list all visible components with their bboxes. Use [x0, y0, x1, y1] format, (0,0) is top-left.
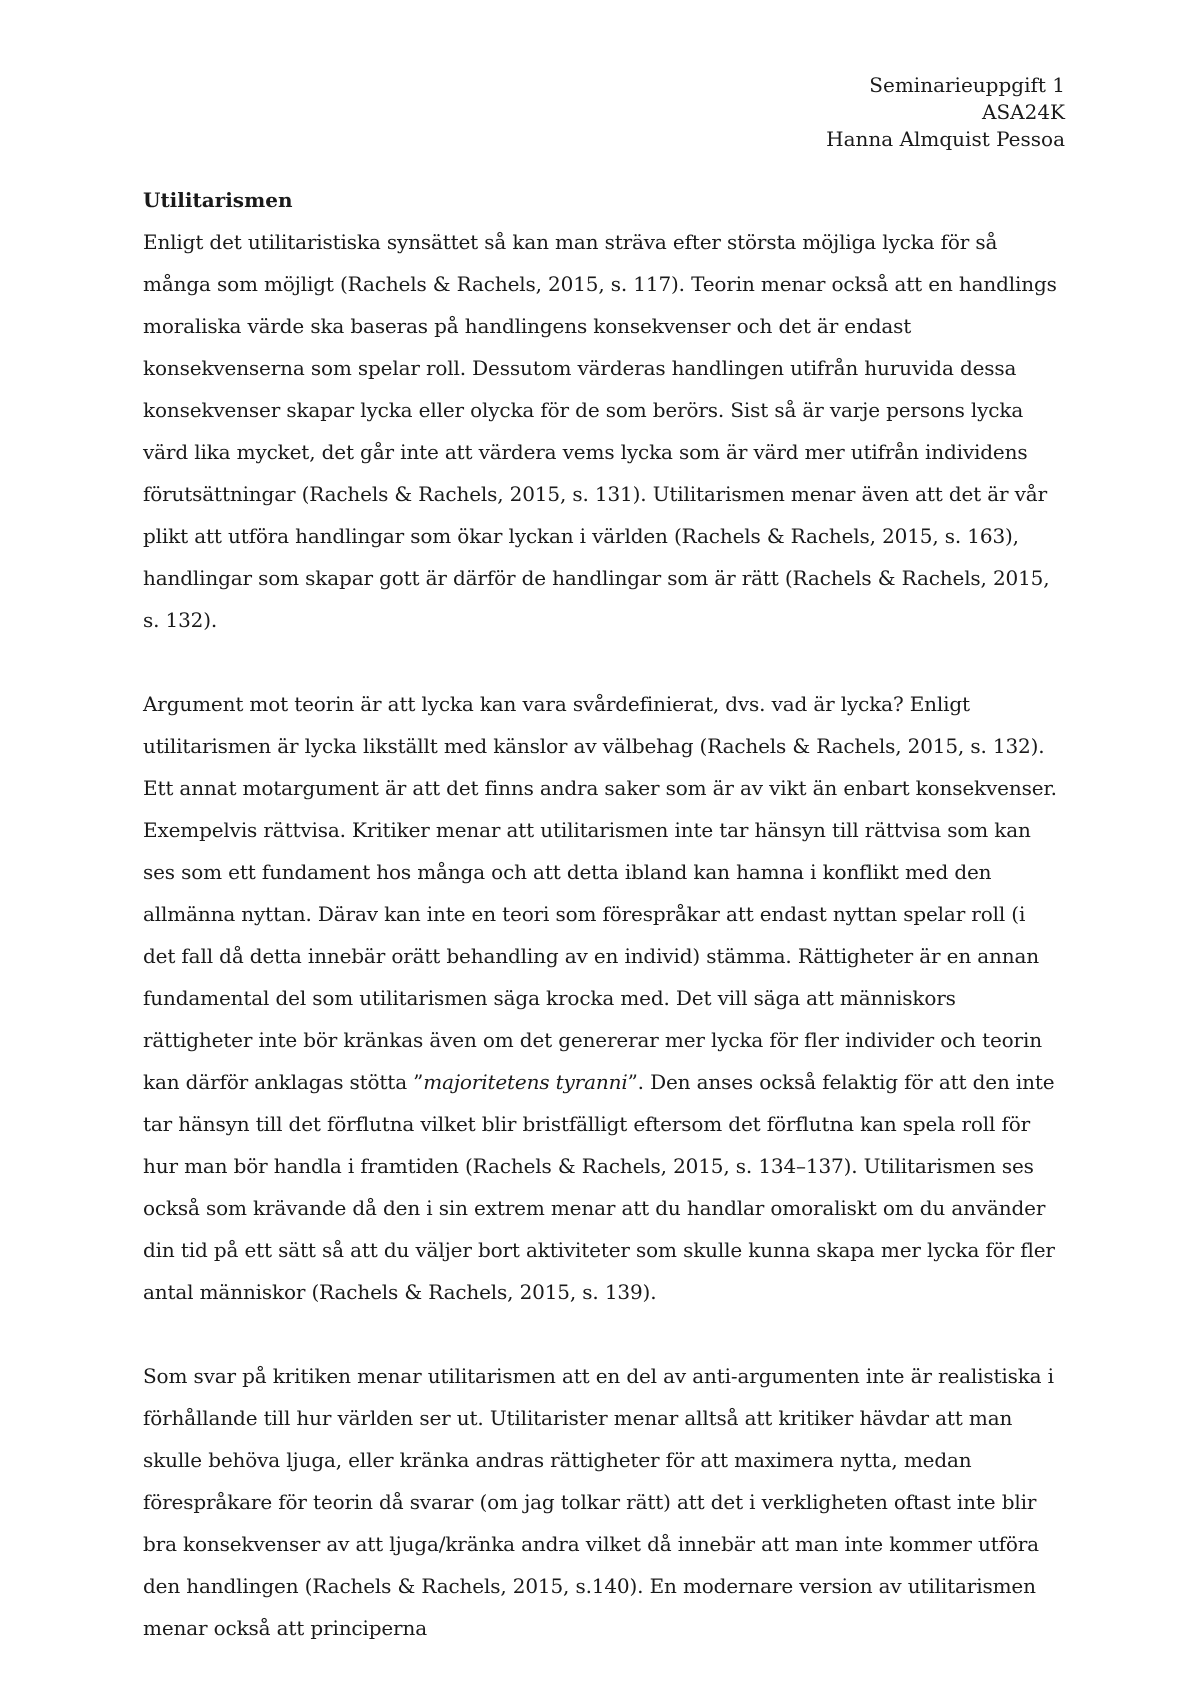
paragraph-3: Som svar på kritiken menar utilitarismen att en del av anti-argumenten inte är realistiska i förhållande till hur världen ser ut. Utilitarister menar alltså att kritiker hävdar att man skulle behöva ljuga, eller kränka andras rättigheter för att maximera nytta, medan förespråkare för teorin då svarar (om jag tolkar rätt) att det i verkligheten oftast inte blir bra konsekvenser av att ljuga/kränka andra vilket då innebär att man inte kommer utföra den handlingen (Rachels & Rachels, 2015, s.140). En modernare version av utilitarismen menar också att principerna	[143, 1364, 1054, 1640]
paragraph-2	[143, 683, 1058, 1313]
quote-open: ”	[413, 1070, 424, 1094]
paragraph-2-text-a: Argument mot teorin är att lycka kan vara svårdefinierat, dvs. vad är lycka? Enligt utilitarismen är lycka likställt med känslor av välbehag (Rachels & Rachels, 2015, s. 132). Ett annat motargument är att det finns andra saker som är av vikt än enbart konsekvenser. Exempelvis rättvisa. Kritiker menar att utilitarismen inte tar hänsyn till rättvisa som kan ses som ett fundament hos många och att detta ibland kan hamna i konflikt med den allmänna nyttan. Därav kan inte en teori som förespråkar att endast nyttan spelar roll (i det fall då detta innebär orätt behandling av en individ) stämma. Rättigheter är en annan fundamental del som utilitarismen säga krocka med. Det vill säga att människors rättigheter inte bör kränkas även om det genererar mer lycka för fler individer och teorin kan därför anklagas stötta	[143, 692, 1057, 1094]
paragraph-1: Enligt det utilitaristiska synsättet så kan man sträva efter största möjliga lycka för så många som möjligt (Rachels & Rachels, 2015, s. 117). Teorin menar också att en handlings moraliska värde ska baseras på handlingens konsekvenser och det är endast konsekvenserna som spelar roll. Dessutom värderas handlingen utifrån huruvida dessa konsekvenser skapar lycka eller olycka för de som berörs. Sist så är varje persons lycka värd lika mycket, det går inte att värdera vems lycka som är värd mer utifrån individens förutsättningar (Rachels & Rachels, 2015, s. 131). Utilitarismen menar även att det är vår plikt att utföra handlingar som ökar lyckan i världen (Rachels & Rachels, 2015, s. 163), handlingar som skapar gott är därför de handlingar som är rätt (Rachels & Rachels, 2015, s. 132).	[143, 230, 1057, 632]
header-author-name: Hanna Almquist Pessoa	[826, 127, 1065, 151]
section-heading: Utilitarismen	[143, 188, 293, 212]
italic-term: majoritetens tyranni	[423, 1070, 628, 1094]
header-course-code: ASA24K	[982, 100, 1065, 124]
paragraph-2-text-b: . Den anses också felaktig för att den inte tar hänsyn till det förflutna vilket blir bristfälligt eftersom det förflutna kan spela roll för hur man bör handla i framtiden (Rachels & Rachels, 2015, s. 134–137). Utilitarismen ses också som krävande då den i sin extrem menar att du handlar omoraliskt om du använder din tid på ett sätt så att du väljer bort aktiviteter som skulle kunna skapa mer lycka för fler antal människor (Rachels & Rachels, 2015, s. 139).	[143, 1070, 1055, 1304]
header-assignment-title: Seminarieuppgift 1	[869, 73, 1065, 97]
quote-close: ”	[627, 1070, 638, 1094]
document-body	[143, 187, 1058, 1649]
document-header	[826, 72, 1065, 153]
